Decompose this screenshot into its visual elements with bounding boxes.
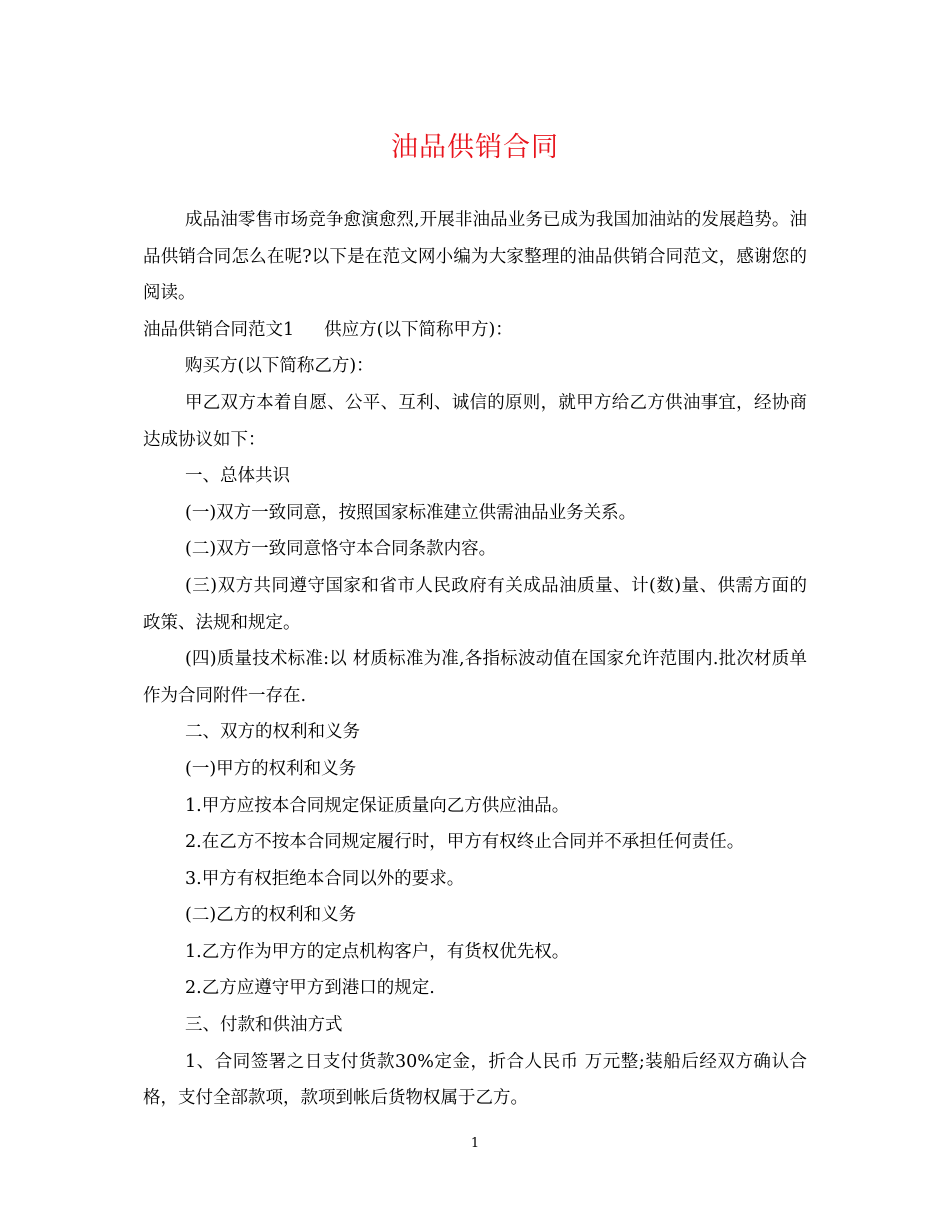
preamble-paragraph: 甲乙双方本着自愿、公平、互利、诚信的原则，就甲方给乙方供油事宜，经协商达成协议如下： — [143, 392, 807, 450]
section-heading: 二、双方的权利和义务 — [185, 722, 360, 743]
clause-paragraph: 2.乙方应遵守甲方到港口的规定. — [185, 978, 435, 999]
document-body — [143, 202, 807, 1117]
subsection-heading: (二)乙方的权利和义务 — [185, 905, 357, 926]
intro-paragraph: 成品油零售市场竞争愈演愈烈,开展非油品业务已成为我国加油站的发展趋势。油品供销合同怎么在呢?以下是在范文网小编为大家整理的油品供销合同范文，感谢您的阅读。 — [143, 210, 807, 304]
document-title: 油品供销合同 — [391, 132, 559, 163]
clause-paragraph: 1、合同签署之日支付货款30%定金，折合人民币 万元整;装船后经双方确认合格，支付全部款项，款项到帐后货物权属于乙方。 — [143, 1051, 807, 1109]
section-heading: 三、付款和供油方式 — [185, 1015, 343, 1036]
subsection-heading: (一)甲方的权利和义务 — [185, 758, 357, 779]
sample-heading-line — [143, 312, 807, 349]
supplier-line: 供应方(以下简称甲方)： — [324, 319, 513, 340]
clause-paragraph: (二)双方一致同意恪守本合同条款内容。 — [185, 539, 497, 560]
clause-paragraph: (一)双方一致同意，按照国家标准建立供需油品业务关系。 — [185, 502, 637, 523]
clause-paragraph: (三)双方共同遵守国家和省市人民政府有关成品油质量、计(数)量、供需方面的政策、法规和规定。 — [143, 575, 807, 633]
clause-paragraph: 1.甲方应按本合同规定保证质量向乙方供应油品。 — [185, 795, 570, 816]
clause-paragraph: (四)质量技术标准:以 材质标准为准,各指标波动值在国家允许范围内.批次材质单作为合同附件一存在. — [143, 649, 807, 706]
clause-paragraph: 3.甲方有权拒绝本合同以外的要求。 — [185, 868, 465, 889]
section-heading: 一、总体共识 — [185, 466, 290, 487]
clause-paragraph: 1.乙方作为甲方的定点机构客户，有货权优先权。 — [185, 941, 570, 962]
clause-paragraph: 2.在乙方不按本合同规定履行时，甲方有权终止合同并不承担任何责任。 — [185, 832, 745, 853]
sample-heading: 油品供销合同范文1 — [143, 319, 295, 340]
buyer-line: 购买方(以下简称乙方)： — [185, 356, 374, 377]
page-number: 1 — [470, 1136, 480, 1151]
